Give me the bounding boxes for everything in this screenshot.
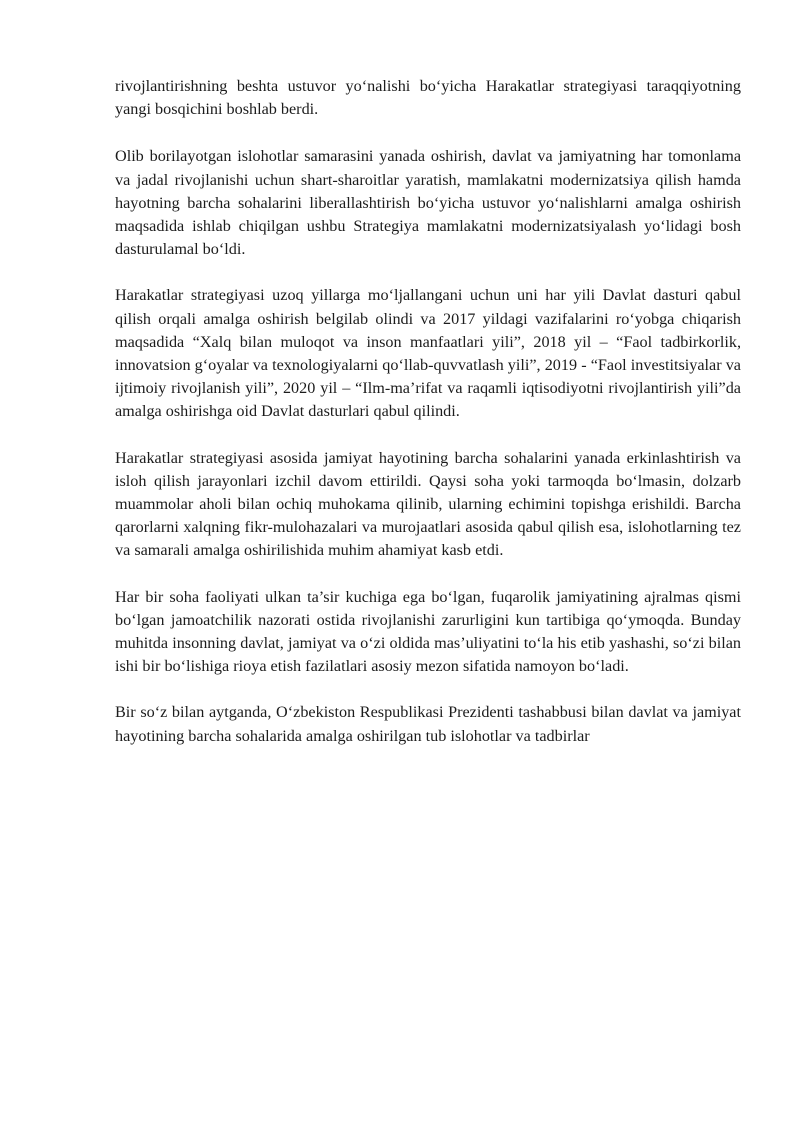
paragraph-6: Bir so‘z bilan aytganda, O‘zbekiston Respublikasi Prezidenti tashabbusi bilan davlat va jamiyat hayotining barcha sohalarida amalga oshirilgan tub islohotlar va tadbirlar — [115, 703, 741, 745]
paragraph-3: Harakatlar strategiyasi uzoq yillarga mo‘ljallangani uchun uni har yili Davlat dasturi qabul qilish orqali amalga oshirish belgilab olindi va 2017 yildagi vazifalarini ro‘yobga chiqarish maqsadida “Xalq bilan muloqot va inson manfaatlari yili”, 2018 yil – “Faol tadbirkorlik, innovatsion g‘oyalar va texnologiyalarni qo‘llab-quvvatlash yili”, 2019 - “Faol investitsiyalar va ijtimoiy rivojlanish yili”, 2020 yil – “Ilm-ma’rifat va raqamli iqtisodiyotni rivojlantirish yili”da amalga oshirishga oid Davlat dasturlari qabul qilindi. — [115, 286, 741, 421]
paragraph-4: Harakatlar strategiyasi asosida jamiyat hayotining barcha sohalarini yanada erkinlashtirish va isloh qilish jarayonlari izchil davom ettirildi. Qaysi soha yoki tarmoqda bo‘lmasin, dolzarb muammolar aholi bilan ochiq muhokama qilinib, ularning echimini topishga erishildi. Barcha qarorlarni xalqning fikr-mulohazalari va murojaatlari asosida qabul qilish esa, islohotlarning tez va samarali amalga oshirilishida muhim ahamiyat kasb etdi. — [115, 448, 741, 560]
paragraph-2: Olib borilayotgan islohotlar samarasini yanada oshirish, davlat va jamiyatning har tomonlama va jadal rivojlanishi uchun shart-sharoitlar yaratish, mamlakatni modernizatsiya qilish hamda hayotning barcha sohalarini liberallashtirish bo‘yicha ustuvor yo‘nalishlarni amalga oshirish maqsadida ishlab chiqilgan ushbu Strategiya mamlakatni modernizatsiyalash yo‘lidagi bosh dasturulamal bo‘ldi. — [115, 147, 741, 259]
document-body — [115, 75, 741, 748]
paragraph-5: Har bir soha faoliyati ulkan ta’sir kuchiga ega bo‘lgan, fuqarolik jamiyatining ajralmas qismi bo‘lgan jamoatchilik nazorati ostida rivojlanishi zarurligini kun tartibiga qo‘ymoqda. Bunday muhitda insonning davlat, jamiyat va o‘zi oldida mas’uliyatini to‘la his etib yashashi, so‘zi bilan ishi bir bo‘lishiga rioya etish fazilatlari asosiy mezon sifatida namoyon bo‘ladi. — [115, 587, 741, 676]
paragraph-1: rivojlantirishning beshta ustuvor yo‘nalishi bo‘yicha Harakatlar strategiyasi taraqqiyotning yangi bosqichini boshlab berdi. — [115, 77, 741, 119]
